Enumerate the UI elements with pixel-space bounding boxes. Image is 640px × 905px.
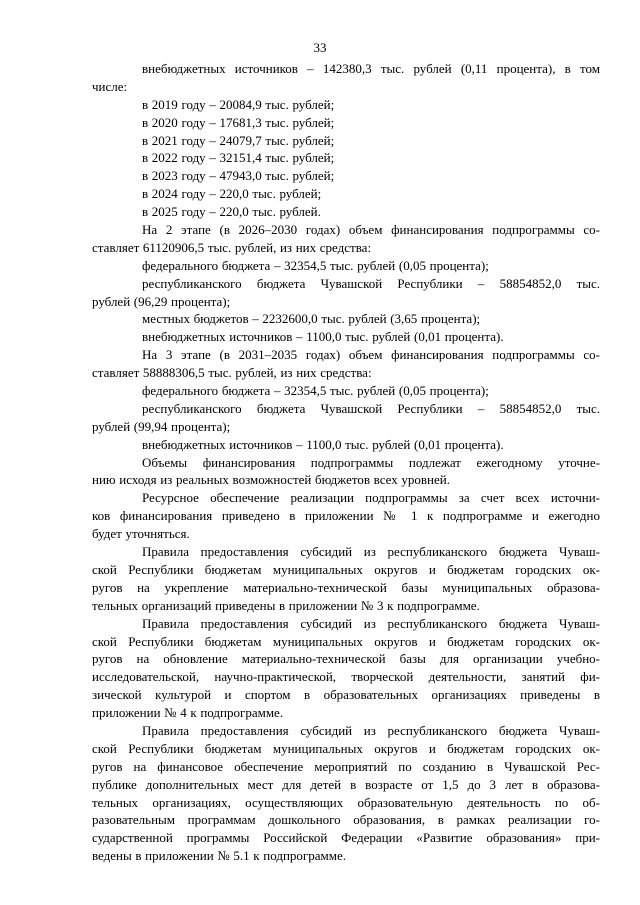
text-line: в 2025 году – 220,0 тыс. рублей. — [142, 204, 321, 220]
text-line: ругов на укрепление материально-технической базы муниципальных образова- — [92, 579, 600, 595]
text-line: Ресурсное обеспечение реализации подпрограммы за счет всех источни- — [142, 490, 600, 506]
text-line: Правила предоставления субсидий из республиканского бюджета Чуваш- — [142, 544, 600, 560]
text-line: нию исходя из реальных возможностей бюджетов всех уровней. — [92, 472, 450, 488]
text-line: внебюджетных источников – 1100,0 тыс. рублей (0,01 процента). — [142, 436, 504, 452]
text-line: тельных организаций приведены в приложении № 3 к подпрограмме. — [92, 597, 480, 613]
text-line: ругов на финансовое обеспечение мероприятий по созданию в Чувашской Рес- — [92, 758, 600, 774]
text-line: в 2024 году – 220,0 тыс. рублей; — [142, 186, 322, 202]
text-line: рублей (96,29 процента); — [92, 293, 231, 309]
text-line: ской Республики бюджетам муниципальных округов и бюджетам городских ок- — [92, 740, 600, 756]
text-line: в 2019 году – 20084,9 тыс. рублей; — [142, 96, 335, 112]
text-line: республиканского бюджета Чувашской Республики – 58854852,0 тыс. — [142, 275, 600, 291]
text-line: ставляет 61120906,5 тыс. рублей, из них средства: — [92, 239, 372, 255]
text-line: Правила предоставления субсидий из республиканского бюджета Чуваш- — [142, 722, 600, 738]
text-line: будет уточняться. — [92, 526, 190, 542]
text-line: внебюджетных источников – 142380,3 тыс. рублей (0,11 процента), в том — [142, 61, 600, 76]
text-line: ской Республики бюджетам муниципальных округов и бюджетам городских ок- — [92, 561, 600, 577]
text-line: внебюджетных источников – 1100,0 тыс. рублей (0,01 процента). — [142, 329, 504, 345]
text-line: сударственной программы Российской Федерации «Развитие образования» при- — [92, 830, 600, 846]
text-line: На 2 этапе (в 2026–2030 годах) объем финансирования подпрограммы со- — [142, 222, 600, 238]
text-line: числе: — [92, 78, 128, 94]
body-text — [92, 60, 600, 865]
text-line: Объемы финансирования подпрограммы подлежат ежегодному уточне- — [142, 454, 600, 470]
text-line: ской Республики бюджетам муниципальных округов и бюджетам городских ок- — [92, 633, 600, 649]
text-line: исследовательской, научно-практической, творческой деятельности, занятий фи- — [92, 669, 600, 685]
text-line: федерального бюджета – 32354,5 тыс. рублей (0,05 процента); — [142, 383, 489, 399]
page-number: 33 — [313, 40, 327, 55]
text-line: федерального бюджета – 32354,5 тыс. рублей (0,05 процента); — [142, 257, 489, 273]
text-line: ведены в приложении № 5.1 к подпрограмме. — [92, 848, 347, 864]
text-line: рублей (99,94 процента); — [92, 418, 231, 434]
text-line: На 3 этапе (в 2031–2035 годах) объем финансирования подпрограммы со- — [142, 347, 600, 363]
text-line: Правила предоставления субсидий из республиканского бюджета Чуваш- — [142, 615, 600, 631]
text-line: ков финансирования приведено в приложении № 1 к подпрограмме и ежегодно — [92, 508, 600, 524]
text-line: разовательным программам дошкольного образования, в рамках реализации го- — [92, 812, 600, 828]
text-line: местных бюджетов – 2232600,0 тыс. рублей (3,65 процента); — [142, 311, 481, 327]
text-line: в 2020 году – 17681,3 тыс. рублей; — [142, 114, 335, 130]
text-line: публике дополнительных мест для детей в возрасте от 1,5 до 3 лет в образова- — [92, 776, 600, 792]
text-line: ставляет 58888306,5 тыс. рублей, из них средства: — [92, 365, 372, 381]
text-line: в 2021 году – 24079,7 тыс. рублей; — [142, 132, 335, 148]
text-line: республиканского бюджета Чувашской Республики – 58854852,0 тыс. — [142, 400, 600, 416]
text-line: ругов на обновление материально-технической базы для организации учебно- — [92, 651, 600, 667]
text-line: тельных организациях, осуществляющих образовательную деятельность по об- — [92, 794, 600, 810]
text-line: приложении № 4 к подпрограмме. — [92, 705, 284, 721]
text-line: зической культурой и спортом в образовательных организациях приведены в — [92, 687, 600, 703]
text-line: в 2022 году – 32151,4 тыс. рублей; — [142, 150, 335, 166]
text-line: в 2023 году – 47943,0 тыс. рублей; — [142, 168, 335, 184]
